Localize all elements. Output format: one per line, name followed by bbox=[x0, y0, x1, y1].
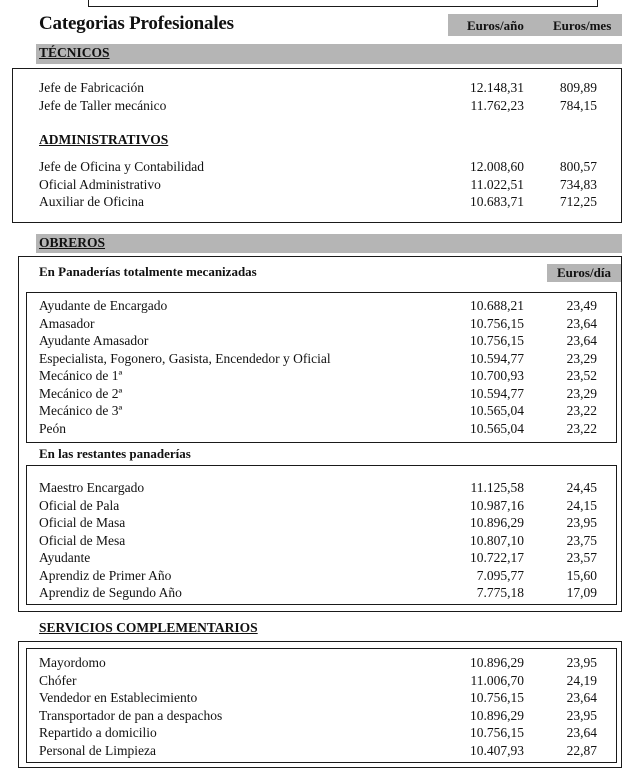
row-label: Oficial Administrativo bbox=[39, 176, 161, 192]
row-label: Jefe de Fabricación bbox=[39, 80, 144, 95]
table-row bbox=[0, 743, 636, 761]
row-euros-day: 24,15 bbox=[566, 497, 597, 513]
row-euros-day: 23,64 bbox=[566, 315, 597, 331]
row-euros-day: 23,22 bbox=[566, 420, 597, 436]
row-euros-day: 23,52 bbox=[566, 368, 597, 383]
row-euros-day: 23,64 bbox=[566, 333, 597, 348]
row-euros-day: 17,09 bbox=[566, 585, 597, 600]
row-euros-year: 10.594,77 bbox=[470, 385, 524, 401]
table-row bbox=[0, 673, 636, 691]
row-label: Mayordomo bbox=[39, 655, 106, 670]
row-label: Auxiliar de Oficina bbox=[39, 194, 144, 209]
row-label: Aprendiz de Segundo Año bbox=[39, 585, 182, 600]
row-euros-year: 10.756,15 bbox=[470, 690, 524, 705]
row-label: Chófer bbox=[39, 672, 77, 688]
table-row bbox=[0, 386, 636, 404]
row-label: Mecánico de 3ª bbox=[39, 403, 123, 418]
table-row bbox=[0, 421, 636, 439]
row-label: Maestro Encargado bbox=[39, 480, 145, 495]
row-euros-month: 784,15 bbox=[559, 97, 597, 113]
row-euros-year: 10.683,71 bbox=[470, 194, 524, 209]
table-row bbox=[0, 655, 636, 673]
table-row bbox=[0, 298, 636, 316]
row-euros-year: 10.407,93 bbox=[470, 742, 524, 758]
row-euros-year: 10.565,04 bbox=[470, 420, 524, 436]
row-label: Repartido a domicilio bbox=[39, 725, 157, 740]
previous-section-box bbox=[88, 0, 598, 7]
row-euros-day: 22,87 bbox=[566, 742, 597, 758]
row-euros-day: 23,22 bbox=[566, 403, 597, 418]
section-heading-obreros: OBREROS bbox=[39, 235, 106, 250]
row-euros-year: 12.148,31 bbox=[470, 80, 524, 95]
row-euros-year: 10.756,15 bbox=[470, 725, 524, 740]
row-label: Aprendiz de Primer Año bbox=[39, 567, 172, 583]
table-row bbox=[0, 708, 636, 726]
row-euros-month: 809,89 bbox=[559, 80, 597, 95]
table-row bbox=[0, 80, 636, 98]
section-heading-tecnicos: TÉCNICOS bbox=[39, 45, 110, 60]
page-title: Categorias Profesionales bbox=[39, 13, 234, 34]
row-euros-day: 23,95 bbox=[566, 515, 597, 530]
row-euros-day: 23,29 bbox=[566, 350, 597, 366]
row-label: Ayudante Amasador bbox=[39, 333, 149, 348]
row-label: Oficial de Mesa bbox=[39, 532, 126, 548]
row-euros-year: 10.896,29 bbox=[470, 515, 524, 530]
row-euros-year: 7.095,77 bbox=[476, 567, 524, 583]
row-euros-day: 24,19 bbox=[566, 672, 597, 688]
row-label: Ayudante de Encargado bbox=[39, 298, 168, 313]
row-euros-year: 12.008,60 bbox=[470, 159, 524, 174]
table-row bbox=[0, 316, 636, 334]
table-row bbox=[0, 515, 636, 533]
table-row bbox=[0, 690, 636, 708]
subsection-heading-mecanizadas: En Panaderías totalmente mecanizadas bbox=[39, 264, 257, 279]
table-row bbox=[0, 368, 636, 386]
row-label: Vendedor en Establecimiento bbox=[39, 690, 198, 705]
row-label: Oficial de Pala bbox=[39, 497, 120, 513]
row-euros-year: 11.125,58 bbox=[470, 480, 524, 495]
row-euros-month: 712,25 bbox=[559, 194, 597, 209]
row-label: Transportador de pan a despachos bbox=[39, 707, 223, 723]
row-euros-year: 7.775,18 bbox=[476, 585, 524, 600]
section-heading-servicios: SERVICIOS COMPLEMENTARIOS bbox=[39, 620, 258, 635]
row-euros-day: 23,64 bbox=[566, 690, 597, 705]
row-label: Oficial de Masa bbox=[39, 515, 126, 530]
row-label: Jefe de Taller mecánico bbox=[39, 97, 167, 113]
row-label: Mecánico de 2ª bbox=[39, 385, 123, 401]
row-euros-day: 23,49 bbox=[566, 298, 597, 313]
row-label: Personal de Limpieza bbox=[39, 742, 156, 758]
table-row bbox=[0, 568, 636, 586]
row-euros-year: 10.594,77 bbox=[470, 350, 524, 366]
row-euros-year: 10.722,17 bbox=[470, 550, 524, 565]
row-label: Mecánico de 1ª bbox=[39, 368, 123, 383]
table-row bbox=[0, 480, 636, 498]
column-header-euros-year: Euros/año bbox=[467, 18, 524, 33]
table-row bbox=[0, 159, 636, 177]
row-euros-year: 10.896,29 bbox=[470, 707, 524, 723]
row-euros-year: 10.756,15 bbox=[470, 315, 524, 331]
subsection-heading-restantes: En las restantes panaderías bbox=[39, 446, 191, 461]
table-row bbox=[0, 403, 636, 421]
row-label: Peón bbox=[39, 420, 66, 436]
row-euros-day: 15,60 bbox=[566, 567, 597, 583]
row-euros-month: 800,57 bbox=[559, 159, 597, 174]
row-euros-year: 11.006,70 bbox=[470, 672, 524, 688]
column-header-euros-month: Euros/mes bbox=[553, 18, 612, 33]
row-euros-year: 11.022,51 bbox=[470, 176, 524, 192]
table-row bbox=[0, 98, 636, 116]
row-euros-year: 10.896,29 bbox=[470, 655, 524, 670]
table-row bbox=[0, 498, 636, 516]
row-label: Jefe de Oficina y Contabilidad bbox=[39, 159, 204, 174]
section-bar-obreros bbox=[36, 234, 622, 253]
row-euros-day: 24,45 bbox=[566, 480, 597, 495]
row-label: Amasador bbox=[39, 315, 95, 331]
column-header-euros-day: Euros/día bbox=[557, 265, 611, 280]
row-euros-year: 10.987,16 bbox=[470, 497, 524, 513]
table-row bbox=[0, 550, 636, 568]
row-euros-day: 23,95 bbox=[566, 707, 597, 723]
row-euros-year: 10.688,21 bbox=[470, 298, 524, 313]
row-euros-day: 23,95 bbox=[566, 655, 597, 670]
table-row bbox=[0, 194, 636, 212]
row-euros-year: 10.756,15 bbox=[470, 333, 524, 348]
row-euros-year: 11.762,23 bbox=[470, 97, 524, 113]
table-row bbox=[0, 333, 636, 351]
row-euros-day: 23,64 bbox=[566, 725, 597, 740]
section-bar-tecnicos bbox=[36, 44, 622, 64]
table-row bbox=[0, 177, 636, 195]
row-euros-year: 10.700,93 bbox=[470, 368, 524, 383]
row-euros-year: 10.565,04 bbox=[470, 403, 524, 418]
table-row bbox=[0, 533, 636, 551]
row-euros-day: 23,57 bbox=[566, 550, 597, 565]
table-row bbox=[0, 585, 636, 603]
row-label: Ayudante bbox=[39, 550, 91, 565]
section-heading-administrativos: ADMINISTRATIVOS bbox=[39, 132, 169, 147]
row-euros-year: 10.807,10 bbox=[470, 532, 524, 548]
table-row bbox=[0, 725, 636, 743]
row-euros-month: 734,83 bbox=[559, 176, 597, 192]
table-row bbox=[0, 351, 636, 369]
row-euros-day: 23,29 bbox=[566, 385, 597, 401]
row-euros-day: 23,75 bbox=[566, 532, 597, 548]
row-label: Especialista, Fogonero, Gasista, Encendedor y Oficial bbox=[39, 350, 331, 366]
